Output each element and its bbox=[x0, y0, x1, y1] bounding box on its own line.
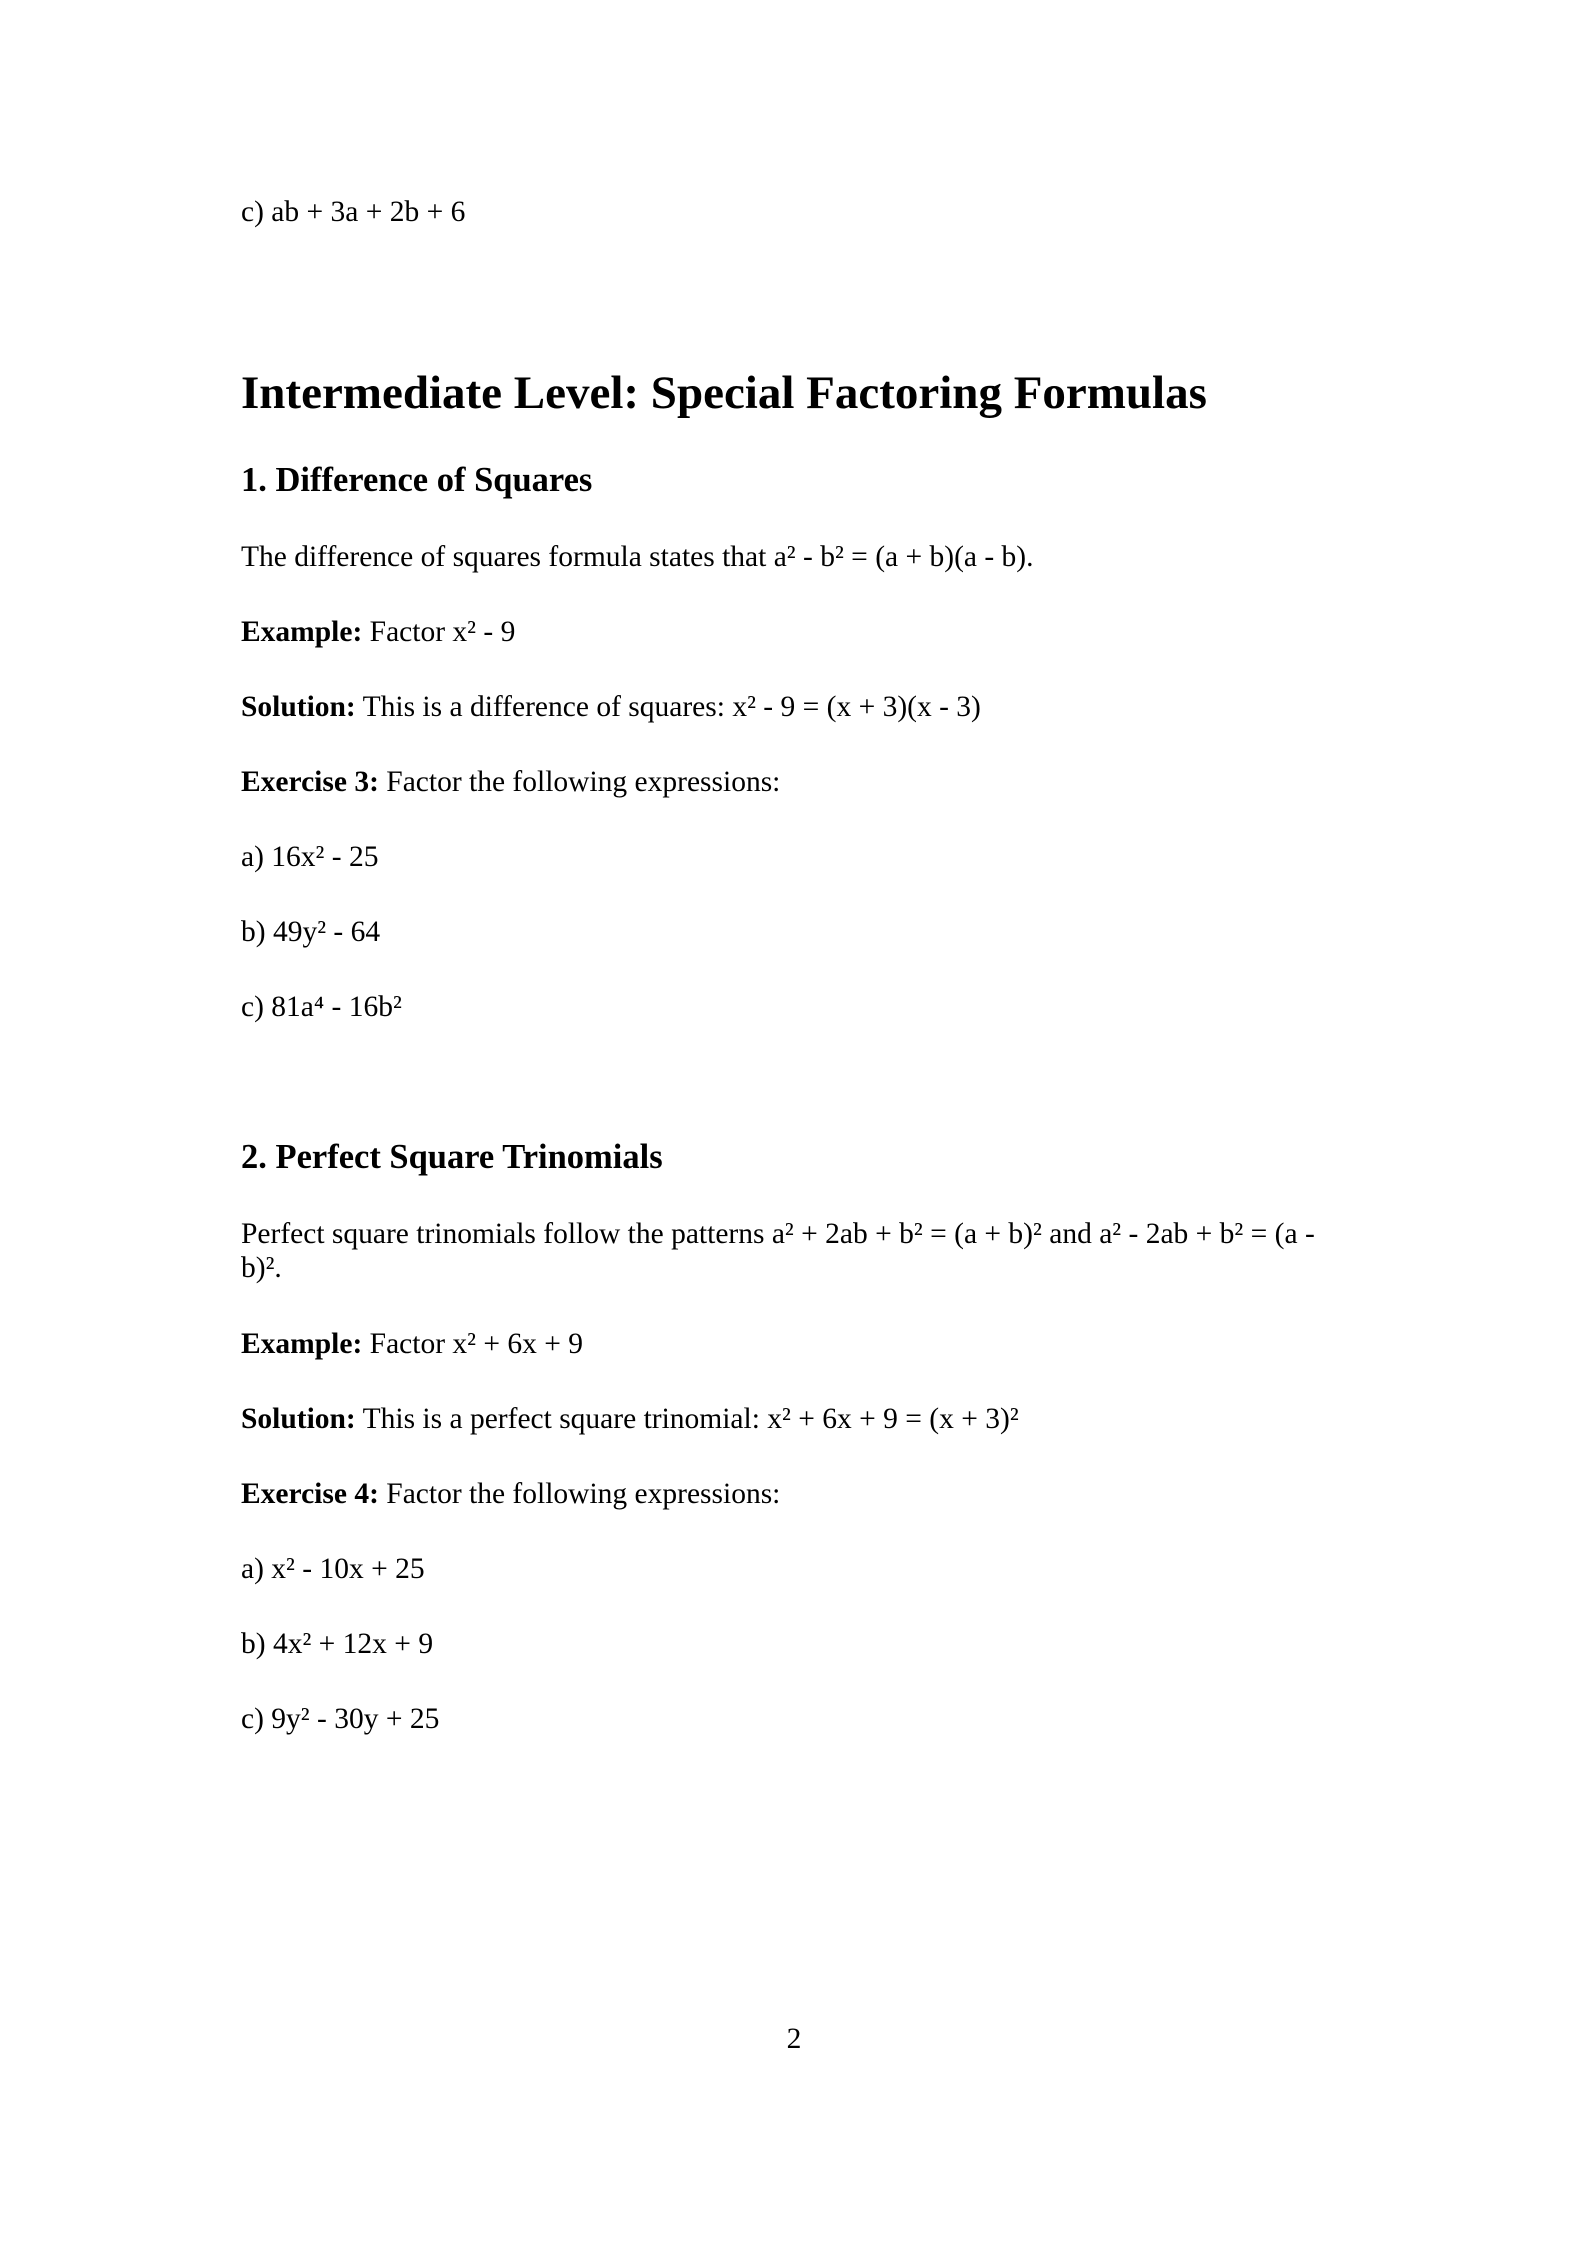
exercise-item: c) 9y² - 30y + 25 bbox=[241, 1703, 440, 1735]
example-line bbox=[241, 615, 515, 649]
exercise-text: Factor the following expressions: bbox=[378, 766, 781, 798]
section-heading: 2. Perfect Square Trinomials bbox=[241, 1138, 663, 1176]
exercise-line bbox=[241, 1477, 780, 1511]
example-label: Example: bbox=[241, 616, 363, 648]
solution-text: This is a perfect square trinomial: x² + 6x + 9 = (x + 3)² bbox=[355, 1403, 1019, 1435]
exercise-label: Exercise 3: bbox=[241, 766, 379, 798]
section-description: The difference of squares formula states that a² - b² = (a + b)(a - b). bbox=[241, 541, 1034, 573]
section-description: Perfect square trinomials follow the patterns a² + 2ab + b² = (a + b)² and a² - 2ab + b² = (a - b)². bbox=[241, 1218, 1315, 1284]
page-number: 2 bbox=[786, 2023, 802, 2055]
exercise-item: b) 49y² - 64 bbox=[241, 916, 381, 948]
exercise-item: a) 16x² - 25 bbox=[241, 841, 379, 873]
example-text: Factor x² - 9 bbox=[362, 616, 516, 648]
solution-line bbox=[241, 1402, 1019, 1436]
solution-text: This is a difference of squares: x² - 9 = (x + 3)(x - 3) bbox=[355, 691, 981, 723]
exercise-label: Exercise 4: bbox=[241, 1478, 379, 1510]
page-title: Intermediate Level: Special Factoring Formulas bbox=[241, 367, 1207, 419]
example-label: Example: bbox=[241, 1328, 363, 1360]
exercise-item: c) 81a⁴ - 16b² bbox=[241, 991, 402, 1023]
solution-line bbox=[241, 690, 981, 724]
example-text: Factor x² + 6x + 9 bbox=[362, 1328, 584, 1360]
exercise-line bbox=[241, 765, 780, 799]
exercise-text: Factor the following expressions: bbox=[378, 1478, 781, 1510]
exercise-item: c) ab + 3a + 2b + 6 bbox=[241, 196, 466, 228]
exercise-item: b) 4x² + 12x + 9 bbox=[241, 1628, 434, 1660]
section-heading: 1. Difference of Squares bbox=[241, 461, 593, 499]
exercise-item: a) x² - 10x + 25 bbox=[241, 1553, 425, 1585]
solution-label: Solution: bbox=[241, 1403, 356, 1435]
solution-label: Solution: bbox=[241, 691, 356, 723]
example-line bbox=[241, 1327, 583, 1361]
